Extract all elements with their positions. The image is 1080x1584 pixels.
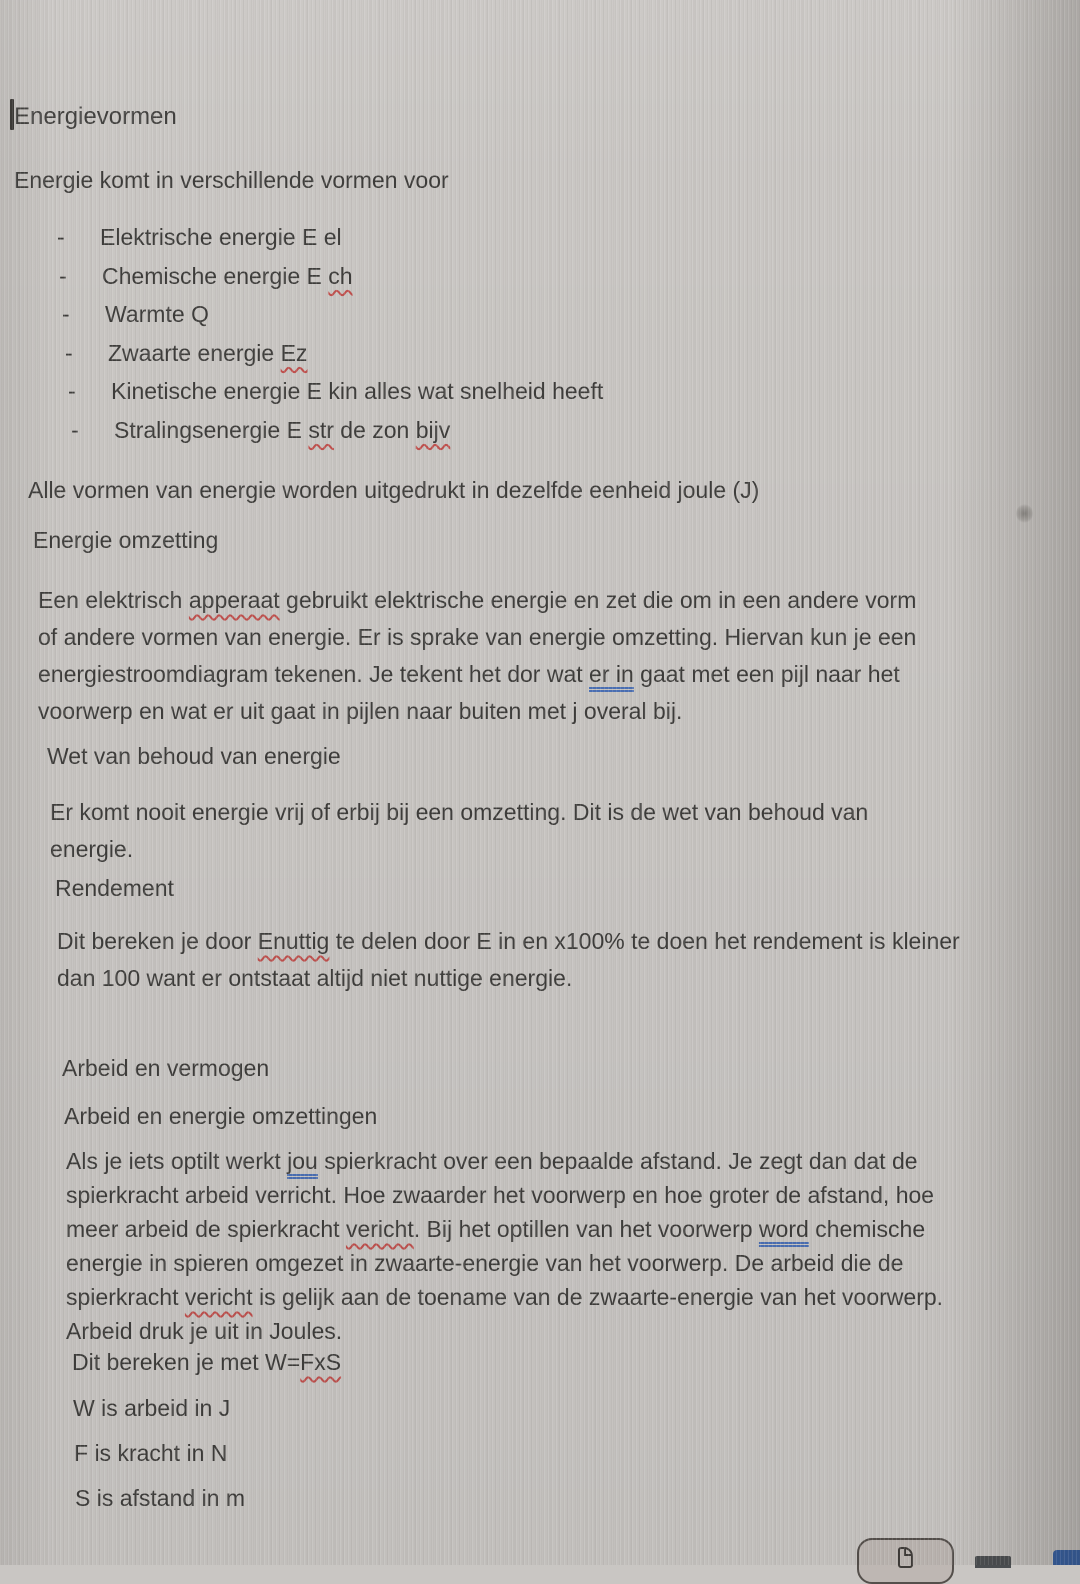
text-segment: energiestroomdiagram tekenen. Je tekent het dor wat bbox=[38, 661, 590, 687]
text-line bbox=[64, 1098, 377, 1135]
bullet-dash: - bbox=[57, 224, 65, 250]
dark-ui-fragment[interactable] bbox=[975, 1556, 1011, 1568]
spelling-error: bijv bbox=[415, 416, 451, 443]
text-segment: Er komt nooit energie vrij of erbij bij een omzetting. Dit is de wet van behoud van bbox=[50, 799, 869, 825]
text-segment: Elektrische energie E el bbox=[100, 224, 342, 250]
floating-page-button[interactable] bbox=[857, 1538, 954, 1584]
text-segment: dan 100 want er ontstaat altijd niet nuttige energie. bbox=[57, 965, 573, 991]
text-segment: of andere vormen van energie. Er is sprake van energie omzetting. Hiervan kun je een bbox=[38, 624, 917, 650]
text-segment: te delen door E in en x100% te doen het rendement is kleiner bbox=[329, 928, 960, 954]
text-line bbox=[33, 522, 218, 559]
block-h-arbeid bbox=[62, 1050, 269, 1087]
text-segment: Zwaarte energie bbox=[108, 339, 281, 366]
bullet-item bbox=[57, 218, 603, 257]
bullet-dash: - bbox=[68, 378, 76, 404]
block-h-arbeid-omzettingen bbox=[64, 1098, 377, 1135]
text-line bbox=[55, 870, 174, 907]
text-line bbox=[74, 1435, 227, 1472]
text-segment: spierkracht arbeid verricht. Hoe zwaarder het voorwerp en hoe groter de afstand, hoe bbox=[66, 1182, 935, 1208]
blue-ui-fragment[interactable] bbox=[1053, 1550, 1080, 1565]
text-line bbox=[50, 831, 868, 868]
grammar-error: jou bbox=[287, 1148, 318, 1174]
bullet-text bbox=[102, 257, 353, 296]
bullet-text bbox=[105, 295, 209, 334]
block-p-f bbox=[74, 1435, 227, 1472]
bullet-text bbox=[108, 334, 307, 373]
text-line bbox=[38, 582, 916, 619]
text-segment: chemische bbox=[808, 1216, 926, 1242]
block-p-joule bbox=[28, 472, 759, 509]
spelling-error: vericht bbox=[184, 1284, 253, 1310]
text-segment: Energie omzetting bbox=[33, 527, 219, 553]
text-line bbox=[66, 1246, 943, 1280]
text-line bbox=[72, 1344, 341, 1381]
text-line bbox=[38, 656, 916, 693]
text-segment: spierkracht bbox=[66, 1284, 185, 1310]
text-segment: Kinetische energie E kin alles wat snelheid heeft bbox=[111, 378, 604, 404]
text-line bbox=[50, 794, 868, 831]
spelling-error: Ez bbox=[280, 339, 308, 366]
text-segment: is gelijk aan de toename van de zwaarte-energie van het voorwerp. bbox=[252, 1284, 944, 1310]
spelling-error: str bbox=[308, 416, 334, 443]
text-segment: Arbeid druk je uit in Joules. bbox=[66, 1318, 343, 1344]
bullet-item bbox=[62, 295, 603, 334]
text-segment: gaat met een pijl naar het bbox=[633, 661, 900, 687]
block-bullets bbox=[0, 218, 603, 449]
text-segment: Arbeid en vermogen bbox=[62, 1055, 270, 1081]
bullet-item bbox=[59, 257, 603, 296]
block-p-arbeid bbox=[66, 1144, 943, 1348]
text-segment: Energievormen bbox=[14, 103, 177, 130]
bullet-dash: - bbox=[62, 301, 70, 327]
text-line bbox=[73, 1390, 230, 1427]
block-p-formule bbox=[72, 1344, 341, 1381]
text-line bbox=[38, 619, 916, 656]
text-segment: Wet van behoud van energie bbox=[47, 743, 341, 769]
bullet-dash: - bbox=[71, 416, 79, 443]
text-line bbox=[75, 1480, 245, 1517]
text-line bbox=[62, 1050, 269, 1087]
text-segment: voorwerp en wat er uit gaat in pijlen naar buiten met j overal bij. bbox=[38, 698, 683, 724]
block-intro bbox=[14, 162, 449, 199]
text-line bbox=[38, 693, 916, 730]
text-line bbox=[14, 98, 177, 135]
bullet-text bbox=[111, 372, 603, 411]
text-segment: Alle vormen van energie worden uitgedrukt in dezelfde eenheid joule (J) bbox=[28, 477, 760, 503]
text-segment: F is kracht in N bbox=[74, 1440, 228, 1466]
spelling-error: apperaat bbox=[188, 587, 280, 613]
text-segment: S is afstand in m bbox=[75, 1485, 246, 1511]
bullet-text bbox=[100, 218, 342, 257]
block-p-omzetting bbox=[38, 582, 916, 730]
text-segment: spierkracht over een bepaalde afstand. Je zegt dan dat de bbox=[317, 1148, 918, 1174]
text-segment: Dit bereken je door bbox=[57, 928, 258, 954]
block-h-wet bbox=[47, 738, 341, 775]
text-segment: Energie komt in verschillende vormen voor bbox=[14, 167, 449, 193]
grammar-error: word bbox=[758, 1216, 809, 1242]
text-segment: Rendement bbox=[55, 875, 174, 901]
text-segment: meer arbeid de spierkracht bbox=[66, 1216, 346, 1242]
bullet-text bbox=[114, 411, 450, 450]
grammar-error: er in bbox=[589, 661, 634, 687]
block-p-rendement bbox=[57, 923, 960, 997]
bullet-item bbox=[65, 334, 603, 373]
text-line bbox=[66, 1178, 943, 1212]
spelling-error: FxS bbox=[300, 1349, 342, 1375]
bullet-dash: - bbox=[65, 339, 73, 366]
text-segment: Arbeid en energie omzettingen bbox=[64, 1103, 378, 1129]
text-line bbox=[57, 960, 960, 997]
block-h-rendement bbox=[55, 870, 174, 907]
text-line bbox=[66, 1212, 943, 1246]
bullet-dash: - bbox=[59, 262, 67, 289]
text-line bbox=[66, 1280, 943, 1314]
block-p-wet bbox=[50, 794, 868, 868]
text-segment: Dit bereken je met W= bbox=[72, 1349, 301, 1375]
spelling-error: vericht bbox=[345, 1216, 414, 1242]
text-segment: Een elektrisch bbox=[38, 587, 189, 613]
text-segment: . Bij het optillen van het voorwerp bbox=[413, 1216, 759, 1242]
block-h-omzetting bbox=[33, 522, 218, 559]
text-line bbox=[47, 738, 341, 775]
spelling-error: Enuttig bbox=[257, 928, 330, 954]
screen-smudge bbox=[1016, 504, 1033, 523]
text-line bbox=[66, 1144, 943, 1178]
text-segment: Chemische energie E bbox=[102, 262, 329, 289]
text-segment: Stralingsenergie E bbox=[114, 416, 309, 443]
text-line bbox=[66, 1314, 943, 1348]
block-p-w bbox=[73, 1390, 230, 1427]
text-line bbox=[14, 162, 449, 199]
block-p-s bbox=[75, 1480, 245, 1517]
text-cursor-caret bbox=[10, 99, 14, 130]
text-segment: energie in spieren omgezet in zwaarte-energie van het voorwerp. De arbeid die de bbox=[66, 1250, 904, 1276]
text-segment: Als je iets optilt werkt bbox=[66, 1148, 288, 1174]
block-title bbox=[14, 98, 177, 135]
bullet-item bbox=[68, 372, 603, 411]
text-line bbox=[28, 472, 759, 509]
text-segment: W is arbeid in J bbox=[73, 1395, 231, 1421]
bullet-item bbox=[71, 411, 603, 450]
text-line bbox=[57, 923, 960, 960]
spelling-error: ch bbox=[328, 262, 353, 289]
text-segment: Warmte Q bbox=[105, 301, 209, 327]
text-segment: energie. bbox=[50, 836, 134, 862]
text-segment: de zon bbox=[333, 416, 416, 443]
text-segment: gebruikt elektrische energie en zet die om in een andere vorm bbox=[279, 587, 917, 613]
